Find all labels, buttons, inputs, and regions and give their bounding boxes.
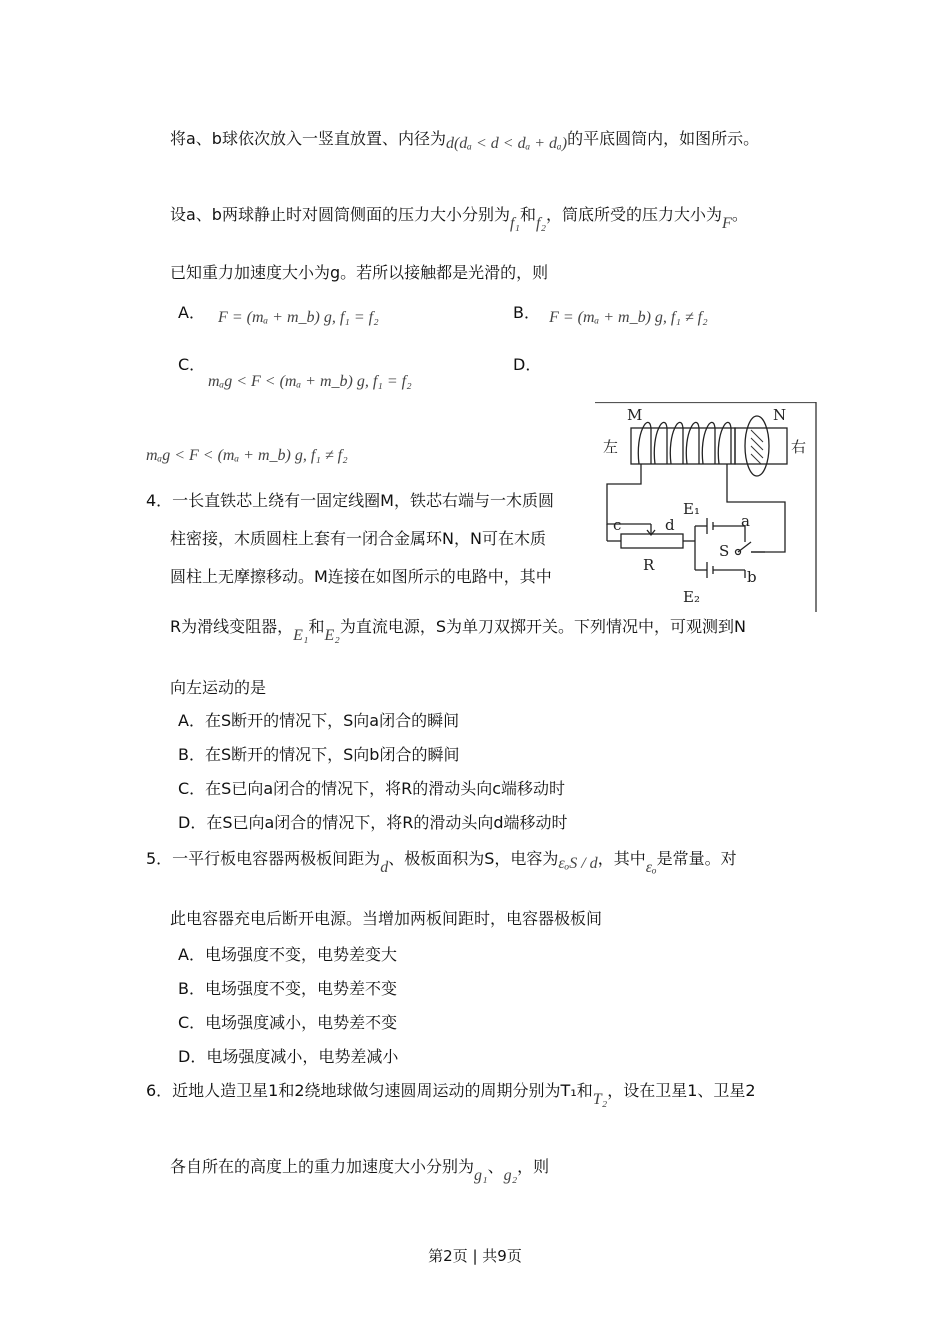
label-M: M	[627, 406, 643, 424]
q4-E2: E₂	[324, 627, 340, 644]
q4-text: 为直流电源，S为单刀双掷开关。下列情况中，可观测到N	[339, 617, 746, 636]
label-S: S	[719, 542, 730, 560]
label-b: b	[747, 568, 757, 586]
q6-line-1	[146, 1080, 756, 1108]
q3-option-a	[178, 302, 379, 325]
page-footer: 第2页 | 共9页	[428, 1247, 522, 1265]
q5-d: d	[380, 859, 389, 876]
q5-option-a: A．电场强度不变，电势差变大	[178, 945, 397, 964]
q6-text: 、	[487, 1157, 504, 1176]
q5-text: 、极板面积为S，电容为	[388, 849, 559, 868]
q4-option-c: C．在S已向a闭合的情况下，将R的滑动头向c端移动时	[178, 779, 566, 798]
q4-option-d: D．在S已向a闭合的情况下，将R的滑动头向d端移动时	[178, 813, 568, 832]
q3-line-1	[170, 128, 759, 151]
q3-option-d-formula	[146, 444, 348, 467]
q3-f1: f₁	[509, 215, 520, 232]
q4-text: 和	[308, 617, 325, 636]
q6-text: ，则	[517, 1157, 550, 1176]
q6-text: 6．近地人造卫星1和2绕地球做匀速圆周运动的周期分别为T₁和	[146, 1081, 593, 1100]
q3-option-c-label: C．	[178, 355, 206, 374]
option-formula: F = (mₐ + m_b) g, f₁ = f₂	[218, 309, 379, 326]
q5-line-2: 此电容器充电后断开电源。当增加两板间距时，电容器极板间	[170, 909, 603, 928]
q4-line-2: 柱密接，木质圆柱上套有一闭合金属环N，N可在木质	[170, 529, 546, 548]
q4-line-1: 4．一长直铁芯上绕有一固定线圈M，铁芯右端与一木质圆	[146, 491, 554, 510]
label-E1: E₁	[683, 500, 700, 518]
q4-text: R为滑线变阻器，	[170, 617, 294, 636]
q3-option-c-formula	[208, 370, 412, 393]
q3-f2: f₂	[536, 215, 547, 232]
q5-capacitance: εₒS / d	[558, 855, 598, 872]
q3-F: F	[722, 215, 732, 232]
label-a: a	[741, 512, 750, 530]
q5-epsilon: εₒ	[645, 859, 657, 876]
q3-text: 设a、b两球静止时对圆筒侧面的压力大小分别为	[170, 205, 510, 224]
option-formula: mₐg < F < (mₐ + m_b) g, f₁ = f₂	[208, 373, 412, 390]
q5-option-b: B．电场强度不变，电势差不变	[178, 979, 397, 998]
q6-line-2	[170, 1156, 550, 1184]
label-d: d	[665, 516, 675, 534]
label-left: 左	[603, 438, 619, 456]
q6-text: ，设在卫星1、卫星2	[607, 1081, 756, 1100]
q5-line-1	[146, 848, 737, 876]
q4-line-3: 圆柱上无摩擦移动。M连接在如图所示的电路中，其中	[170, 567, 552, 586]
q4-option-b: B．在S断开的情况下，S向b闭合的瞬间	[178, 745, 460, 764]
q6-T2: T₂	[592, 1091, 608, 1108]
label-E2: E₂	[683, 588, 700, 606]
q3-text: ，筒底所受的压力大小为	[546, 205, 723, 224]
option-label: B．	[513, 303, 540, 322]
option-formula: mₐg < F < (mₐ + m_b) g, f₁ ≠ f₂	[146, 447, 348, 464]
q3-diameter-formula: d(dₐ < d < dₐ + dₐ)	[445, 135, 568, 152]
q3-line-3: 已知重力加速度大小为g。若所以接触都是光滑的，则	[170, 263, 549, 282]
q3-text: 将a、b球依次放入一竖直放置、内径为	[170, 129, 446, 148]
q3-text: 和	[519, 205, 536, 224]
q3-text: 的平底圆筒内，如图所示。	[567, 129, 760, 148]
label-c: c	[613, 516, 622, 534]
circuit-diagram	[595, 402, 817, 612]
q3-option-b	[513, 302, 708, 325]
q4-circuit-figure	[595, 402, 817, 612]
q3-option-d-label: D．	[513, 355, 542, 374]
q5-text: 5．一平行板电容器两极板间距为	[146, 849, 381, 868]
q5-option-d: D．电场强度减小，电势差减小	[178, 1047, 399, 1066]
label-right: 右	[791, 438, 807, 456]
q4-option-a: A．在S断开的情况下，S向a闭合的瞬间	[178, 711, 460, 730]
q3-line-2	[170, 204, 748, 232]
q6-text: 各自所在的高度上的重力加速度大小分别为	[170, 1157, 475, 1176]
q3-text: 。	[731, 205, 748, 224]
option-label: A．	[178, 303, 205, 322]
label-R: R	[643, 556, 655, 574]
q4-line-5: 向左运动的是	[170, 678, 267, 697]
q6-g1: g₁	[474, 1167, 488, 1184]
option-formula: F = (mₐ + m_b) g, f₁ ≠ f₂	[549, 309, 708, 326]
q5-text: 是常量。对	[656, 849, 737, 868]
q6-g2: g₂	[503, 1167, 518, 1184]
q5-option-c: C．电场强度减小，电势差不变	[178, 1013, 398, 1032]
q4-E1: E₁	[293, 627, 309, 644]
q5-text: ，其中	[597, 849, 646, 868]
label-N: N	[773, 406, 787, 424]
q4-line-4	[170, 616, 746, 644]
